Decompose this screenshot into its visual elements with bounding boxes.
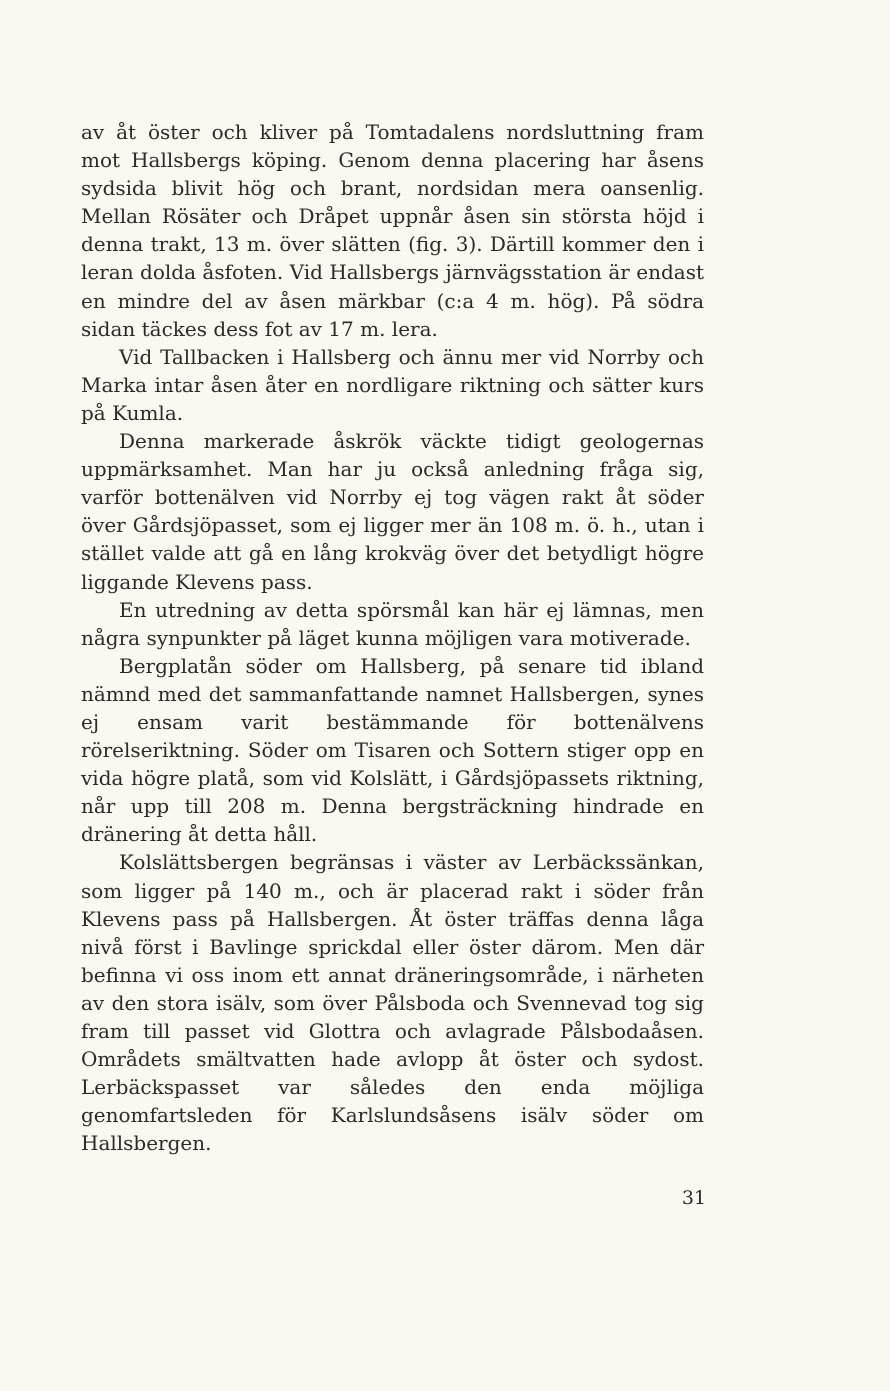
paragraph-5: Bergplatån söder om Hallsberg, på senare tid ibland nämnd med det sammanfattande namnet Hallsbergen, synes ej ensam varit bestämmande för bottenälvens rörelseriktning. Söder om Tisaren och Sottern stiger opp en vida högre platå, som vid Kolslätt, i Gårdsjöpassets riktning, når upp till 208 m. Denna bergsträckning hindrade en dränering åt detta håll. <box>81 653 704 847</box>
paragraph-6: Kolslättsbergen begränsas i väster av Lerbäckssänkan, som ligger på 140 m., och är placerad rakt i söder från Klevens pass på Hallsbergen. Åt öster träffas denna låga nivå först i Bavlinge sprickdal eller öster därom. Men där befinna vi oss inom ett annat dräneringsområde, i närheten av den stora isälv, som över Pålsboda och Svennevad tog sig fram till passet vid Glottra och avlagrade Pålsbodaåsen. Områdets smältvatten hade avlopp åt öster och sydost. Lerbäckspasset var således den enda möjliga genomfartsleden för Karlslundsåsens isälv söder om Hallsbergen. <box>81 850 704 1156</box>
page-number: 31 <box>681 1187 706 1209</box>
paragraph-1: av åt öster och kliver på Tomtadalens nordsluttning fram mot Hallsbergs köping. Genom denna placering har åsens sydsida blivit hög och brant, nordsidan mera oansenlig. Mellan Rösäter och Dråpet uppnår åsen sin största höjd i denna trakt, 13 m. över slätten (fig. 3). Därtill kommer den i leran dolda åsfoten. Vid Hallsbergs järnvägsstation är endast en mindre del av åsen märkbar (c:a 4 m. hög). På södra sidan täckes dess fot av 17 m. lera. <box>81 120 704 341</box>
paragraph-2: Vid Tallbacken i Hallsberg och ännu mer vid Norrby och Marka intar åsen åter en nordligare riktning och sätter kurs på Kumla. <box>81 344 704 425</box>
paragraph-4: En utredning av detta spörsmål kan här ej lämnas, men några synpunkter på läget kunna möjligen vara motiverade. <box>81 597 704 650</box>
paragraph-3: Denna markerade åskrök väckte tidigt geologernas uppmärksamhet. Man har ju också anledning fråga sig, varför bottenälven vid Norrby ej tog vägen rakt åt söder över Gårdsjöpasset, som ej ligger mer än 108 m. ö. h., utan i stället valde att gå en lång krokväg över det betydligt högre liggande Klevens pass. <box>81 429 704 594</box>
body-text <box>81 118 704 1157</box>
